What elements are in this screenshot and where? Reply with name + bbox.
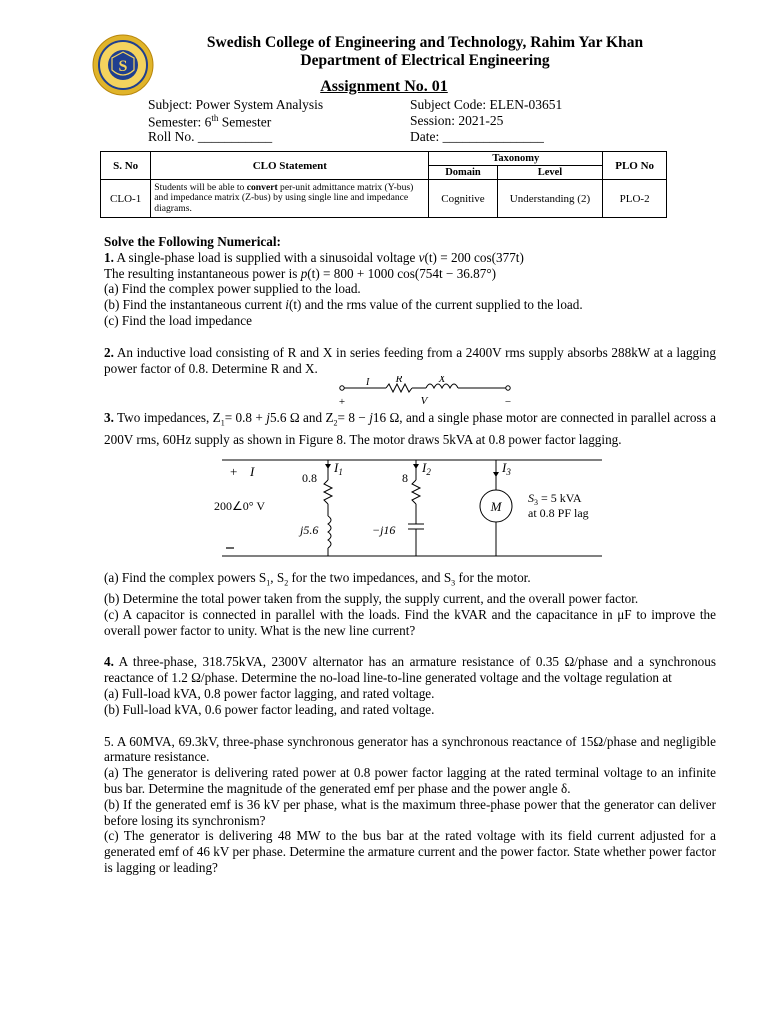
q3-part-a: (a) Find the complex powers $S_1$, $S_2$ for the two impedances, and $S_3$ for the motor.: [104, 569, 531, 588]
q5-part-a: (a) The generator is delivering rated power at 0.8 power factor lagging at the rated terminal voltage to an infinite bus bar. Determine the magnitude of the generated emf per phase and the power angle δ.: [104, 765, 716, 797]
fig2-pf: at 0.8 PF lag: [528, 505, 589, 520]
college-name: Swedish College of Engineering and Technology, Rahim Yar Khan: [206, 34, 644, 51]
q3-part-c: (c) A capacitor is connected in parallel with the loads. Find the kVAR and the capacitance in μF to improve the overall power factor to unity. What is the new line current?: [104, 606, 716, 638]
questions: [104, 234, 716, 876]
th-taxonomy: Taxonomy: [429, 152, 603, 166]
fig2-r2: 8: [402, 470, 408, 485]
assignment-title: Assignment No. 01: [320, 78, 448, 95]
q1-part-a: (a) Find the complex power supplied to the load.: [104, 281, 361, 297]
fig2-x2: −j16: [372, 522, 396, 537]
fig1-r-label: R: [395, 376, 403, 386]
roll-no: Roll No. ___________: [148, 129, 273, 144]
parallel-circuit-diagram: [204, 454, 624, 564]
q1-part-c: (c) Find the load impedance: [104, 312, 252, 328]
q4-part-a: (a) Full-load kVA, 0.8 power factor lagging, and rated voltage.: [104, 686, 435, 702]
q1-line1: 1. A single-phase load is supplied with a sinusoidal voltage v(t) = 200 cos(377t): [104, 249, 524, 265]
q3-part-b: (b) Determine the total power taken from the supply, the supply current, and the overall power factor.: [104, 591, 639, 607]
q4-part-b: (b) Full-load kVA, 0.6 power factor leading, and rated voltage.: [104, 701, 435, 717]
subject: Subject: Power System Analysis: [148, 97, 324, 112]
session: Session: 2021-25: [410, 113, 504, 128]
clo-domain: Cognitive: [429, 180, 497, 218]
th-sno: S. No: [101, 152, 151, 180]
series-rx-diagram: [320, 376, 600, 408]
q3-text: 3. Two impedances, $Z_1= 0.8 + j5.6$ Ω and $Z_2= 8 - j16$ Ω, and a single phase motor are connected in parallel across a 200V rms, 60Hz supply as shown in Figure 8. The motor draws 5kVA at 0.8 power factor lagging.: [104, 410, 716, 447]
clo-level: Understanding (2): [497, 180, 603, 218]
q5-text: 5. A 60MVA, 69.3kV, three-phase synchronous generator has a synchronous reactance of 15Ω/phase and negligible armature resistance.: [104, 733, 716, 765]
svg-text:S: S: [118, 58, 128, 75]
fig1-minus: −: [504, 396, 512, 409]
department-name: Department of Electrical Engineering: [300, 52, 550, 69]
q1-part-b: (b) Find the instantaneous current i(t) and the rms value of the current supplied to the load.: [104, 297, 583, 313]
fig2-motor: M: [490, 498, 502, 514]
date: Date: _______________: [410, 129, 544, 144]
section-heading: Solve the Following Numerical:: [104, 234, 281, 249]
fig1-v-label: V: [420, 395, 428, 408]
clo-plo: PLO-2: [603, 180, 667, 218]
fig2-i1: $I_1$: [334, 459, 343, 477]
q2-text: 2. An inductive load consisting of R and X in series feeding from a 2400V rms supply absorbs 288kW at a lagging power factor of 0.8. Determine R and X.: [104, 344, 716, 376]
clo-statement: Students will be able to convert per-unit admittance matrix (Y-bus) and impedance matrix (Z-bus) by using single line and impedance diagrams.: [151, 180, 429, 218]
semester: Semester: 6th Semester: [148, 113, 272, 130]
clo-table: [100, 151, 667, 218]
fig2-i: I: [250, 463, 255, 479]
q5-part-c: (c) The generator is delivering 48 MW to the bus bar at the rated voltage with its field current adjusted for a generated emf of 46 kV per phase. Determine the armature current and the power factor. State whether power factor is lagging or leading?: [104, 828, 716, 875]
fig1-plus: +: [338, 396, 346, 409]
q5-part-b: (b) If the generated emf is 36 kV per phase, what is the maximum three-phase power that the generator can deliver before losing its synchronism?: [104, 796, 716, 828]
q1-line2: The resulting instantaneous power is p(t) = 800 + 1000 cos(754t − 36.87°): [104, 265, 497, 281]
fig2-x1: j5.6: [300, 522, 319, 537]
fig1-i-label: I: [366, 377, 370, 389]
fig2-i2: $I_2$: [422, 459, 431, 477]
fig2-i3: $I_3$: [502, 459, 511, 477]
th-plo: PLO No: [603, 152, 667, 180]
clo-sno: CLO-1: [101, 180, 151, 218]
fig2-plus: +: [230, 463, 238, 479]
th-domain: Domain: [429, 166, 497, 180]
fig1-x-label: X: [438, 376, 446, 386]
fig2-s3: $S_3 = 5$ kVA: [528, 490, 582, 507]
fig2-r1: 0.8: [302, 470, 317, 485]
fig2-source: 200∠0° V: [214, 498, 266, 513]
th-level: Level: [497, 166, 603, 180]
subject-code: Subject Code: ELEN-03651: [410, 97, 563, 112]
th-clo: CLO Statement: [151, 152, 429, 180]
q4-text: 4. A three-phase, 318.75kVA, 2300V alternator has an armature resistance of 0.35 Ω/phase and a synchronous reactance of 1.2 Ω/phase. Determine the no-load line-to-line generated voltage and the voltage regulation at: [104, 654, 716, 686]
